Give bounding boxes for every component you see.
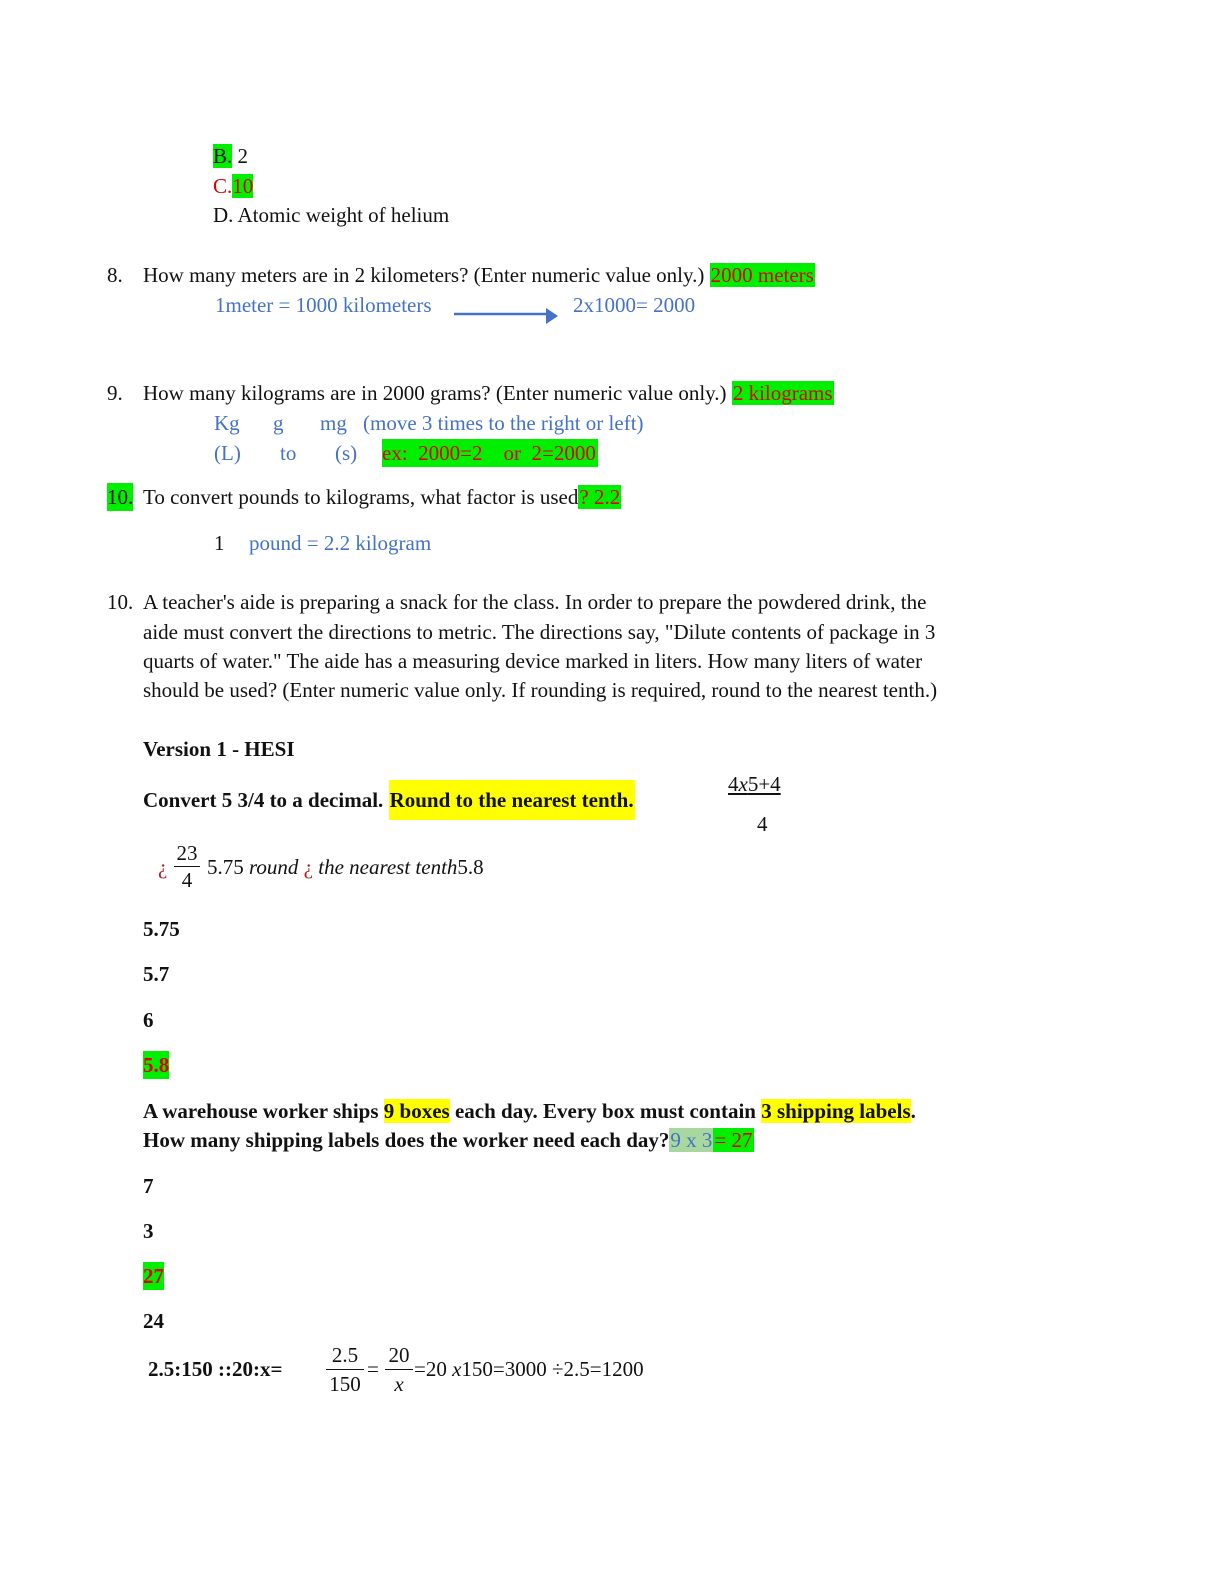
side-num-b: 5+4 bbox=[747, 772, 781, 796]
ratio-f1-numerator: 2.5 bbox=[326, 1341, 364, 1370]
option-b-value: 2 bbox=[237, 144, 249, 168]
warehouse-t1: A warehouse worker ships bbox=[143, 1099, 379, 1123]
question-10a-answer: ? 2.2 bbox=[579, 485, 621, 509]
choice-4-correct: 5.8 bbox=[143, 1053, 170, 1077]
question-9 bbox=[143, 379, 834, 407]
question-10b-line-3: quarts of water." The aide has a measuring device marked in liters. How many liters of water bbox=[143, 649, 923, 673]
choice-1: 5.75 bbox=[143, 917, 180, 941]
question-8-text: How many meters are in 2 kilometers? (Enter numeric value only.) bbox=[143, 263, 705, 287]
arrow-right-icon bbox=[452, 306, 562, 328]
scale-large: (L) bbox=[214, 441, 241, 465]
ratio-rest-b: 150=3000 ÷2.5=1200 bbox=[461, 1357, 644, 1381]
scale-small: (s) bbox=[335, 441, 358, 465]
option-b-label: B. bbox=[213, 144, 233, 168]
ratio-rest-a: =20 bbox=[414, 1357, 447, 1381]
work-q2: ¿ bbox=[303, 855, 313, 879]
unit-g: g bbox=[273, 411, 284, 435]
ratio-solution bbox=[414, 1355, 644, 1383]
work-fraction-numerator: 23 bbox=[174, 840, 200, 867]
question-10b-line-4: should be used? (Enter numeric value only. If rounding is required, round to the nearest tenth.) bbox=[143, 678, 938, 702]
question-10a-work-number: 1 bbox=[214, 531, 225, 555]
side-fraction-numerator bbox=[728, 770, 781, 798]
ratio-label: 2.5:150 ::20:x= bbox=[148, 1357, 283, 1381]
question-9-answer: 2 kilograms bbox=[732, 381, 833, 405]
ratio-fraction-1 bbox=[326, 1341, 364, 1398]
work-round: round bbox=[249, 855, 299, 879]
warehouse-choice-2: 3 bbox=[143, 1219, 154, 1243]
ratio-equals: = bbox=[367, 1357, 379, 1381]
unit-kg: Kg bbox=[214, 411, 240, 435]
convert-question-text: Convert 5 3/4 to a decimal. bbox=[143, 788, 384, 812]
question-8-answer: 2000 meters bbox=[710, 263, 814, 287]
unit-mg: mg bbox=[320, 411, 347, 435]
ratio-f2-denominator: x bbox=[394, 1372, 404, 1396]
question-10b-line-2: aide must convert the directions to metric. The directions say, "Dilute contents of package in 3 bbox=[143, 620, 936, 644]
ratio-f2-numerator: 20 bbox=[385, 1341, 413, 1370]
question-8-work-right: 2x1000= 2000 bbox=[573, 293, 696, 317]
warehouse-choice-4: 24 bbox=[143, 1309, 164, 1333]
question-8 bbox=[143, 261, 815, 289]
option-b bbox=[213, 142, 248, 170]
warehouse-choice-3-correct: 27 bbox=[143, 1264, 164, 1288]
work-result: 5.8 bbox=[457, 855, 484, 879]
warehouse-line-2-text: How many shipping labels does the worker need each day? bbox=[143, 1128, 670, 1152]
question-10a-text: To convert pounds to kilograms, what factor is used bbox=[143, 485, 579, 509]
convert-question-highlight: Round to the nearest tenth. bbox=[389, 780, 635, 820]
conversion-example: ex: 2000=2 or 2=2000 bbox=[382, 441, 596, 465]
units-note: (move 3 times to the right or left) bbox=[363, 411, 644, 435]
ratio-f1-denominator: 150 bbox=[329, 1372, 361, 1396]
warehouse-t2: each day. Every box must contain bbox=[454, 1099, 756, 1123]
side-fraction-denominator: 4 bbox=[757, 812, 768, 836]
option-d: D. Atomic weight of helium bbox=[213, 203, 450, 227]
option-c-value: 10 bbox=[232, 174, 254, 198]
warehouse-answer-a: 9 x 3 bbox=[670, 1128, 713, 1152]
warehouse-line-1 bbox=[143, 1097, 916, 1125]
question-9-number: 9. bbox=[107, 381, 123, 405]
ratio-rest-x: x bbox=[452, 1357, 462, 1381]
warehouse-t3: . bbox=[910, 1099, 916, 1123]
question-10a-work: pound = 2.2 kilogram bbox=[249, 531, 432, 555]
question-10b-number: 10. bbox=[107, 590, 134, 614]
work-result-line bbox=[207, 853, 484, 881]
question-8-number: 8. bbox=[107, 263, 123, 287]
option-c bbox=[213, 172, 253, 200]
question-10a bbox=[143, 483, 621, 511]
question-9-text: How many kilograms are in 2000 grams? (Enter numeric value only.) bbox=[143, 381, 727, 405]
warehouse-answer-b: = 27 bbox=[714, 1128, 753, 1152]
work-fraction bbox=[174, 840, 200, 893]
side-num-x: x bbox=[738, 772, 748, 796]
question-8-work-left: 1meter = 1000 kilometers bbox=[215, 293, 432, 317]
choice-2: 5.7 bbox=[143, 962, 170, 986]
section-heading: Version 1 - HESI bbox=[143, 737, 295, 761]
warehouse-h2: 3 shipping labels bbox=[761, 1099, 911, 1123]
warehouse-line-2 bbox=[143, 1126, 754, 1154]
warehouse-choice-1: 7 bbox=[143, 1174, 154, 1198]
work-fraction-denominator: 4 bbox=[181, 868, 193, 892]
work-tail: the nearest tenth bbox=[318, 855, 458, 879]
question-10b-line-1: A teacher's aide is preparing a snack for the class. In order to prepare the powdered drink, the bbox=[143, 590, 927, 614]
work-value: 5.75 bbox=[207, 855, 244, 879]
choice-3: 6 bbox=[143, 1008, 154, 1032]
warehouse-h1: 9 boxes bbox=[383, 1099, 450, 1123]
convert-question bbox=[143, 786, 635, 814]
option-c-label: C. bbox=[213, 174, 233, 198]
ratio-fraction-2 bbox=[385, 1341, 413, 1398]
question-10a-number: 10. bbox=[107, 485, 134, 509]
work-prefix: ¿ bbox=[158, 855, 168, 879]
side-num-a: 4 bbox=[728, 772, 739, 796]
scale-to: to bbox=[280, 441, 297, 465]
